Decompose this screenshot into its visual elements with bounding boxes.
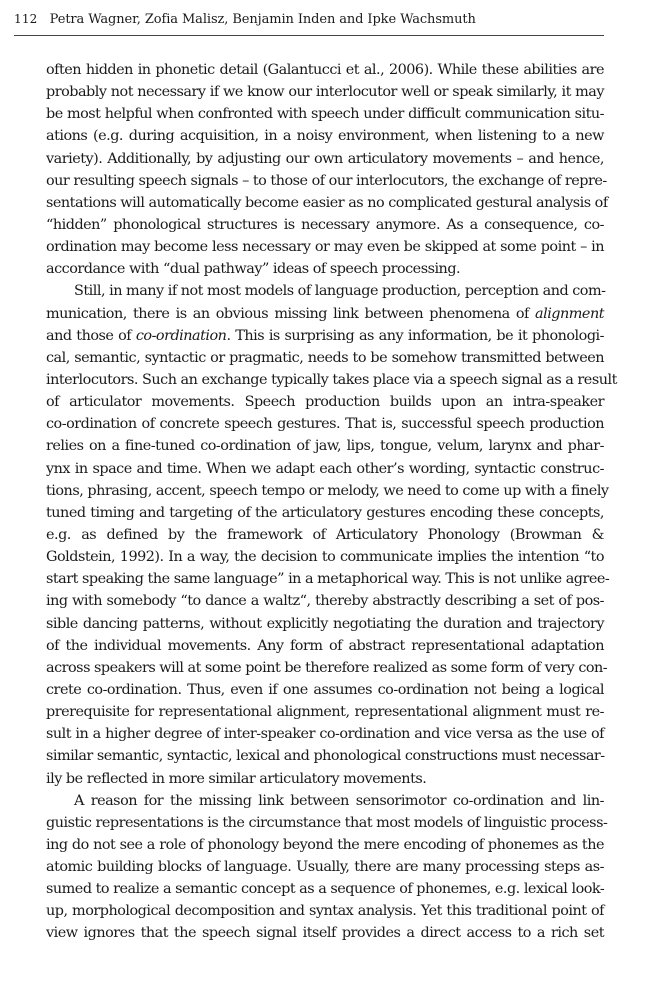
text-line: “hidden” phonological structures is necessary anymore. As a consequence, co- [46, 216, 604, 233]
text-line: ynx in space and time. When we adapt each other’s wording, syntactic construc- [46, 460, 604, 477]
text-line: view ignores that the speech signal itself provides a direct access to a rich set [46, 925, 604, 942]
text-line: of articulator movements. Speech production builds upon an intra-speaker [46, 394, 604, 411]
text-line: co-ordination of concrete speech gestures. That is, successful speech production [46, 416, 604, 433]
text-line: sult in a higher degree of inter-speaker co-ordination and vice versa as the use of [46, 726, 604, 743]
paragraph [46, 790, 608, 945]
text-line: sible dancing patterns, without explicitly negotiating the duration and trajectory [46, 615, 604, 632]
running-header-authors: Petra Wagner, Zofia Malisz, Benjamin Inden and Ipke Wachsmuth [49, 12, 476, 27]
text-line: Still, in many if not most models of language production, perception and com- [74, 283, 606, 300]
text-line: cal, semantic, syntactic or pragmatic, needs to be somehow transmitted between [46, 349, 604, 366]
text-line: ations (e.g. during acquisition, in a noisy environment, when listening to a new [46, 128, 604, 145]
text-line: prerequisite for representational alignment, representational alignment must re- [46, 704, 604, 721]
text-line: atomic building blocks of language. Usually, there are many processing steps as- [46, 859, 604, 876]
text-line: start speaking the same language” in a metaphorical way. This is not unlike agree- [46, 571, 610, 588]
body-text [46, 59, 617, 945]
text-line: Goldstein, 1992). In a way, the decision to communicate implies the intention “to [46, 549, 604, 566]
running-header [14, 7, 604, 36]
text-line: tuned timing and targeting of the articulatory gestures encoding these concepts, [46, 504, 604, 521]
text-line: ordination may become less necessary or may even be skipped at some point – in [46, 239, 604, 256]
paragraph [46, 280, 617, 789]
text-line: relies on a fine-tuned co-ordination of jaw, lips, tongue, velum, larynx and phar- [46, 438, 604, 455]
text-line: sumed to realize a semantic concept as a sequence of phonemes, e.g. lexical look- [46, 881, 605, 898]
text-line: munication, there is an obvious missing link between phenomena of alignment [46, 305, 604, 322]
text-line: sentations will automatically become easier as no complicated gestural analysis of [46, 194, 608, 211]
text-line: up, morphological decomposition and syntax analysis. Yet this traditional point of [46, 903, 604, 920]
text-line: be most helpful when confronted with speech under difficult communication situ- [46, 106, 604, 123]
text-line: of the individual movements. Any form of abstract representational adaptation [46, 637, 604, 654]
text-line: ing do not see a role of phonology beyond the mere encoding of phonemes as the [46, 836, 604, 853]
paragraph [46, 59, 608, 280]
text-line: and those of co-ordination. This is surprising as any information, be it phonologi- [46, 327, 605, 344]
text-line: crete co-ordination. Thus, even if one assumes co-ordination not being a logical [46, 681, 604, 698]
text-line: interlocutors. Such an exchange typically takes place via a speech signal as a result [46, 371, 617, 388]
text-line: often hidden in phonetic detail (Galantucci et al., 2006). While these abilities are [46, 62, 604, 78]
text-line: ily be reflected in more similar articulatory movements. [46, 770, 427, 787]
text-line: guistic representations is the circumstance that most models of linguistic process- [46, 814, 608, 831]
text-line: accordance with “dual pathway” ideas of speech processing. [46, 261, 461, 278]
text-line: similar semantic, syntactic, lexical and phonological constructions must necessar- [46, 748, 605, 765]
page-number: 112 [14, 12, 38, 26]
text-line: e.g. as defined by the framework of Articulatory Phonology (Browman & [46, 526, 604, 543]
text-line: our resulting speech signals – to those of our interlocutors, the exchange of repre- [46, 172, 607, 189]
text-line: ing with somebody “to dance a waltz“, thereby abstractly describing a set of pos- [46, 593, 604, 610]
text-line: variety). Additionally, by adjusting our own articulatory movements – and hence, [46, 150, 604, 167]
text-line: A reason for the missing link between sensorimotor co-ordination and lin- [74, 792, 604, 809]
text-line: tions, phrasing, accent, speech tempo or melody, we need to come up with a finely [46, 482, 609, 499]
text-line: probably not necessary if we know our interlocutor well or speak similarly, it may [46, 84, 604, 101]
text-line: across speakers will at some point be therefore realized as some form of very con- [46, 659, 608, 676]
